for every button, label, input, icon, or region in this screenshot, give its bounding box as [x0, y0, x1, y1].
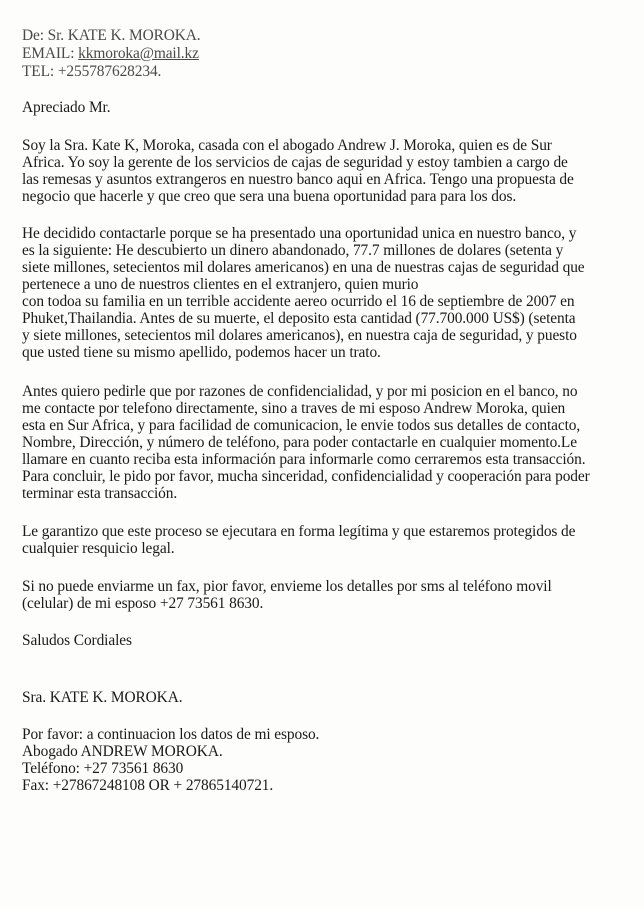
- paragraph-line: Le garantizo que este proceso se ejecutara en forma legítima y que estaremos protegidos de: [22, 523, 576, 540]
- paragraph-line: Para concluir, le pido por favor, mucha sinceridad, confidencialidad y cooperación para poder: [22, 468, 590, 485]
- paragraph-line: Si no puede enviarme un fax, pior favor, envieme los detalles por sms al teléfono movil: [22, 578, 552, 595]
- closing: Saludos Cordiales: [22, 632, 132, 649]
- paragraph-line: negocio que hacerle y que creo que sera una buena oportunidad para para los dos.: [22, 188, 517, 205]
- paragraph-line: Antes quiero pedirle que por razones de confidencialidad, y por mi posicion en el banco, no: [22, 383, 578, 400]
- paragraph-line: Phuket,Thailandia. Antes de su muerte, el deposito esta cantidad (77.700.000 US$) (setenta: [22, 310, 576, 327]
- paragraph-line: las remesas y asuntos extrangeros en nuestro banco aqui en Africa. Tengo una propuesta de: [22, 171, 574, 188]
- footer-line: Abogado ANDREW MOROKA.: [22, 743, 223, 760]
- paragraph-line: me contacte por telefono directamente, sino a traves de mi esposo Andrew Moroka, quien: [22, 400, 566, 417]
- paragraph-line: con todoa su familia en un terrible accidente aereo ocurrido el 16 de septiembre de 2007 en: [22, 293, 575, 310]
- paragraph-line: terminar esta transacción.: [22, 485, 178, 502]
- paragraph-line: Nombre, Dirección, y número de teléfono, para poder contactarle en cualquier momento.Le: [22, 434, 577, 451]
- email-label: EMAIL:: [22, 45, 79, 62]
- paragraph-line: y siete millones, setecientos mil dolares americanos), en nuestra caja de seguridad, y puesto: [22, 327, 577, 344]
- sender-email-link[interactable]: kkmoroka@mail.kz: [78, 45, 199, 62]
- paragraph-line: llamare en cuanto reciba esta información para informarle como cerraremos esta transacción.: [22, 451, 586, 468]
- footer-line: Teléfono: +27 73561 8630: [22, 760, 184, 777]
- greeting: Apreciado Mr.: [22, 99, 111, 116]
- sender-phone: TEL: +255787628234.: [22, 63, 162, 80]
- paragraph-line: siete millones, setecientos mil dolares americanos) en una de nuestras cajas de seguridad que: [22, 259, 585, 276]
- paragraph-line: Soy la Sra. Kate K, Moroka, casada con el abogado Andrew J. Moroka, quien es de Sur: [22, 137, 552, 154]
- paragraph-line: (celular) de mi esposo +27 73561 8630.: [22, 595, 264, 612]
- paragraph-line: Africa. Yo soy la gerente de los servicios de cajas de seguridad y estoy tambien a cargo de: [22, 154, 568, 171]
- paragraph-line: esta en Sur Africa, y para facilidad de comunicacion, le envie todos sus detalles de contacto,: [22, 417, 581, 434]
- paragraph-line: pertenece a uno de nuestros clientes en el extranjero, quien murio: [22, 276, 419, 293]
- footer-line: Fax: +27867248108 OR + 27865140721.: [22, 777, 274, 794]
- sender-email-line: [22, 45, 199, 62]
- paragraph-line: He decidido contactarle porque se ha presentado una oportunidad unica en nuestro banco, y: [22, 225, 577, 242]
- footer-line: Por favor: a continuacion los datos de mi esposo.: [22, 726, 320, 743]
- signature: Sra. KATE K. MOROKA.: [22, 689, 183, 706]
- paragraph-line: que usted tiene su mismo apellido, podemos hacer un trato.: [22, 344, 381, 361]
- paragraph-line: es la siguiente: He descubierto un dinero abandonado, 77.7 millones de dolares (setenta y: [22, 242, 564, 259]
- paragraph-line: cualquier resquicio legal.: [22, 540, 175, 557]
- sender-name: De: Sr. KATE K. MOROKA.: [22, 27, 201, 44]
